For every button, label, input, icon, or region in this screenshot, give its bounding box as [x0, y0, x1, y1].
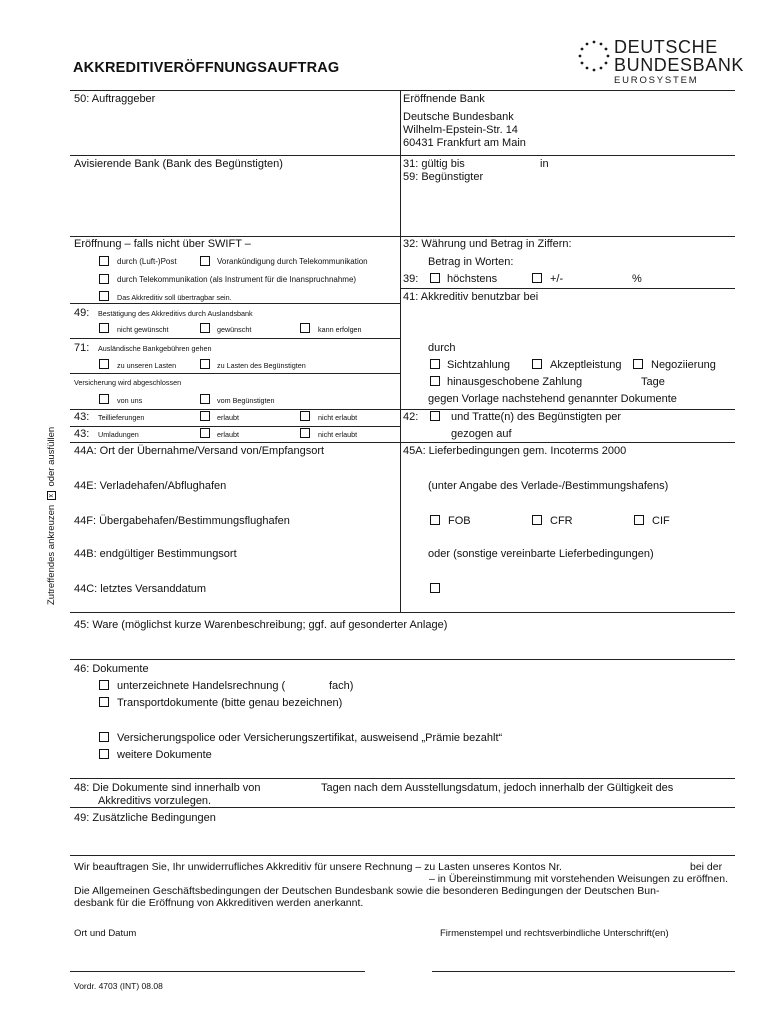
checkbox-kann-erfolgen[interactable]	[300, 323, 310, 333]
field-31-label: 31: gültig bis	[403, 158, 465, 170]
checkbox-sonstige[interactable]	[430, 583, 440, 593]
field-42-label: 42:	[403, 411, 419, 423]
percent-label: %	[632, 273, 642, 285]
field-71-label: 71:	[74, 342, 90, 354]
zu-unseren-lasten-label: zu unseren Lasten	[117, 361, 177, 370]
field-49-text: Bestätigung des Akkreditivs durch Auslandsbank	[98, 309, 253, 318]
umladungen-text: Umladungen	[98, 430, 139, 439]
checkbox-vorankuendigung[interactable]	[200, 256, 210, 266]
rule	[70, 303, 400, 304]
uebertragbar-label: Das Akkreditiv soll übertragbar sein.	[117, 293, 232, 302]
rule	[70, 236, 735, 237]
checkbox-handelsrechnung[interactable]	[99, 680, 109, 690]
rule	[70, 612, 735, 613]
von-uns-label: von uns	[117, 396, 143, 405]
teillieferungen-nicht-erlaubt-label: nicht erlaubt	[318, 413, 358, 422]
checkbox-zu-lasten-beguenstigten[interactable]	[200, 359, 210, 369]
form-title: AKKREDITIVERÖFFNUNGSAUFTRAG	[73, 60, 340, 76]
rule	[70, 778, 735, 779]
transportdokumente-label: Transportdokumente (bitte genau bezeichnen)	[117, 697, 343, 709]
cif-label: CIF	[652, 515, 670, 527]
bundesbank-logo	[614, 38, 744, 87]
bank-title: Eröffnende Bank	[403, 93, 485, 105]
checkbox-plus-minus[interactable]	[532, 273, 542, 283]
rule	[70, 338, 400, 339]
logo-line3: EUROSYSTEM	[614, 75, 699, 86]
bundesbank-logo-stars-icon	[576, 38, 612, 74]
footer-p1a: Wir beauftragen Sie, Ihr unwiderrufliches Akkreditiv für unsere Rechnung – zu Lasten unseres Kontos Nr.	[74, 861, 562, 873]
field-45-label: 45: Ware (möglichst kurze Warenbeschreibung; ggf. auf gesonderter Anlage)	[74, 619, 448, 631]
field-59-label: 59: Begünstigter	[403, 171, 484, 183]
footer-p1b: bei der	[690, 861, 723, 873]
betrag-in-worten-label: Betrag in Worten:	[428, 256, 514, 268]
field-48-label: 48: Die Dokumente sind innerhalb von	[74, 782, 261, 794]
checkbox-tratte[interactable]	[430, 411, 440, 421]
sichtzahlung-label: Sichtzahlung	[447, 359, 510, 371]
negoziierung-label: Negoziierung	[651, 359, 716, 371]
checkbox-umladungen-erlaubt[interactable]	[200, 428, 210, 438]
checkbox-post[interactable]	[99, 256, 109, 266]
side-label-box: x	[47, 491, 56, 500]
zu-lasten-beguenstigten-label: zu Lasten des Begünstigten	[217, 361, 306, 370]
unterschrift-label: Firmenstempel und rechtsverbindliche Unterschrift(en)	[440, 928, 669, 939]
post-label: durch (Luft-)Post	[117, 257, 177, 266]
checkbox-hoechstens[interactable]	[430, 273, 440, 283]
field-43a-label: 43:	[74, 411, 90, 423]
verladehafen-note: (unter Angabe des Verlade-/Bestimmungshafens)	[428, 480, 669, 492]
rule	[70, 659, 735, 660]
umladungen-erlaubt-label: erlaubt	[217, 430, 239, 439]
versicherung-text: Versicherung wird abgeschlossen	[74, 378, 182, 387]
field-44e-label: 44E: Verladehafen/Abflughafen	[74, 480, 227, 492]
checkbox-versicherungspolice[interactable]	[99, 732, 109, 742]
hoechstens-label: höchstens	[447, 273, 498, 285]
rule	[70, 155, 735, 156]
teillieferungen-erlaubt-label: erlaubt	[217, 413, 239, 422]
rule	[70, 373, 400, 374]
checkbox-teillieferungen-nicht-erlaubt[interactable]	[300, 411, 310, 421]
checkbox-negoziierung[interactable]	[633, 359, 643, 369]
gezogen-auf-label: gezogen auf	[451, 428, 512, 440]
vorankuendigung-label: Vorankündigung durch Telekommunikation	[217, 257, 368, 266]
footer-p2b: desbank für die Eröffnung von Akkreditiven werden anerkannt.	[74, 897, 364, 909]
side-instruction	[46, 427, 57, 605]
teillieferungen-text: Teillieferungen	[98, 413, 145, 422]
logo-line2: BUNDESBANK	[614, 55, 745, 75]
field-48-line2: Akkreditivs vorzulegen.	[98, 795, 212, 807]
checkbox-nicht-gewuenscht[interactable]	[99, 323, 109, 333]
logo-line1: DEUTSCHE	[614, 37, 718, 57]
field-50-label: 50: Auftraggeber	[74, 93, 156, 105]
versicherungspolice-label: Versicherungspolice oder Versicherungszertifikat, ausweisend „Prämie bezahlt“	[117, 732, 503, 744]
form-number: Vordr. 4703 (INT) 08.08	[74, 981, 163, 991]
rule	[70, 409, 735, 410]
gewuenscht-label: gewünscht	[217, 325, 252, 334]
footer-p2a: Die Allgemeinen Geschäftsbedingungen der Deutschen Bundesbank sowie die besonderen Bedingungen der Deutschen Bun-	[74, 885, 660, 897]
field-71-text: Ausländische Bankgebühren gehen	[98, 344, 212, 353]
checkbox-uebertragbar[interactable]	[99, 291, 109, 301]
checkbox-teillieferungen-erlaubt[interactable]	[200, 411, 210, 421]
field-31-in: in	[540, 158, 549, 170]
durch-label: durch	[428, 342, 456, 354]
signature-line-ort	[70, 971, 365, 972]
plus-minus-label: +/-	[550, 273, 564, 285]
eroeffnung-label: Eröffnung – falls nicht über SWIFT –	[74, 238, 251, 250]
field-44f-label: 44F: Übergabehafen/Bestimmungsflughafen	[74, 515, 290, 527]
fach-label: fach)	[329, 680, 354, 692]
field-49b-label: 49: Zusätzliche Bedingungen	[74, 812, 216, 824]
rule	[70, 807, 735, 808]
checkbox-umladungen-nicht-erlaubt[interactable]	[300, 428, 310, 438]
checkbox-cif[interactable]	[634, 515, 644, 525]
checkbox-telekommunikation[interactable]	[99, 274, 109, 284]
telekommunikation-label: durch Telekommunikation (als Instrument für die Inanspruchnahme)	[117, 275, 357, 284]
vom-beguenstigten-label: vom Begünstigten	[217, 396, 275, 405]
rule	[70, 442, 735, 443]
checkbox-von-uns[interactable]	[99, 394, 109, 404]
field-39-label: 39:	[403, 273, 419, 285]
rule	[400, 288, 735, 289]
field-43b-label: 43:	[74, 428, 90, 440]
tratte-label: und Tratte(n) des Begünstigten per	[451, 411, 621, 423]
rule	[70, 426, 400, 427]
gegen-vorlage-label: gegen Vorlage nachstehend genannter Dokumente	[428, 393, 677, 405]
field-44a-label: 44A: Ort der Übernahme/Versand von/Empfangsort	[74, 445, 325, 457]
side-label-before: Zutreffendes ankreuzen	[46, 504, 57, 605]
bank-name: Deutsche Bundesbank	[403, 111, 514, 123]
column-divider	[400, 90, 401, 613]
field-48-mid: Tagen nach dem Ausstellungsdatum, jedoch innerhalb der Gültigkeit des	[321, 782, 674, 794]
checkbox-cfr[interactable]	[532, 515, 542, 525]
cfr-label: CFR	[550, 515, 573, 527]
checkbox-gewuenscht[interactable]	[200, 323, 210, 333]
sonstige-lieferbedingungen-label: oder (sonstige vereinbarte Lieferbedingungen)	[428, 548, 654, 560]
fob-label: FOB	[448, 515, 471, 527]
field-41-label: 41: Akkreditiv benutzbar bei	[403, 291, 539, 303]
checkbox-akzeptleistung[interactable]	[532, 359, 542, 369]
tage-label: Tage	[641, 376, 665, 388]
checkbox-hinausgeschobene-zahlung[interactable]	[430, 376, 440, 386]
field-45a-label: 45A: Lieferbedingungen gem. Incoterms 2000	[403, 445, 627, 457]
field-44b-label: 44B: endgültiger Bestimmungsort	[74, 548, 237, 560]
field-46-label: 46: Dokumente	[74, 663, 149, 675]
kann-erfolgen-label: kann erfolgen	[318, 325, 362, 334]
footer-p1c: – in Übereinstimmung mit vorstehenden Weisungen zu eröffnen.	[428, 873, 728, 885]
signature-line-unterschrift	[432, 971, 735, 972]
bank-city: 60431 Frankfurt am Main	[403, 137, 526, 149]
checkbox-vom-beguenstigten[interactable]	[200, 394, 210, 404]
nicht-gewuenscht-label: nicht gewünscht	[117, 325, 169, 334]
checkbox-zu-unseren-lasten[interactable]	[99, 359, 109, 369]
avisierende-bank-label: Avisierende Bank (Bank des Begünstigten)	[74, 158, 283, 170]
umladungen-nicht-erlaubt-label: nicht erlaubt	[318, 430, 358, 439]
field-32-label: 32: Währung und Betrag in Ziffern:	[403, 238, 572, 250]
rule	[70, 90, 735, 91]
checkbox-sichtzahlung[interactable]	[430, 359, 440, 369]
rule	[70, 855, 735, 856]
weitere-dokumente-label: weitere Dokumente	[117, 749, 212, 761]
field-49-label: 49:	[74, 307, 90, 319]
hinausgeschobene-zahlung-label: hinausgeschobene Zahlung	[447, 376, 583, 388]
handelsrechnung-label: unterzeichnete Handelsrechnung (	[117, 680, 286, 692]
ort-und-datum-label: Ort und Datum	[74, 928, 137, 939]
side-label-after: oder ausfüllen	[46, 426, 57, 487]
akzeptleistung-label: Akzeptleistung	[550, 359, 622, 371]
bank-street: Wilhelm-Epstein-Str. 14	[403, 124, 518, 136]
field-44c-label: 44C: letztes Versanddatum	[74, 583, 207, 595]
checkbox-transportdokumente[interactable]	[99, 697, 109, 707]
checkbox-fob[interactable]	[430, 515, 440, 525]
checkbox-weitere-dokumente[interactable]	[99, 749, 109, 759]
